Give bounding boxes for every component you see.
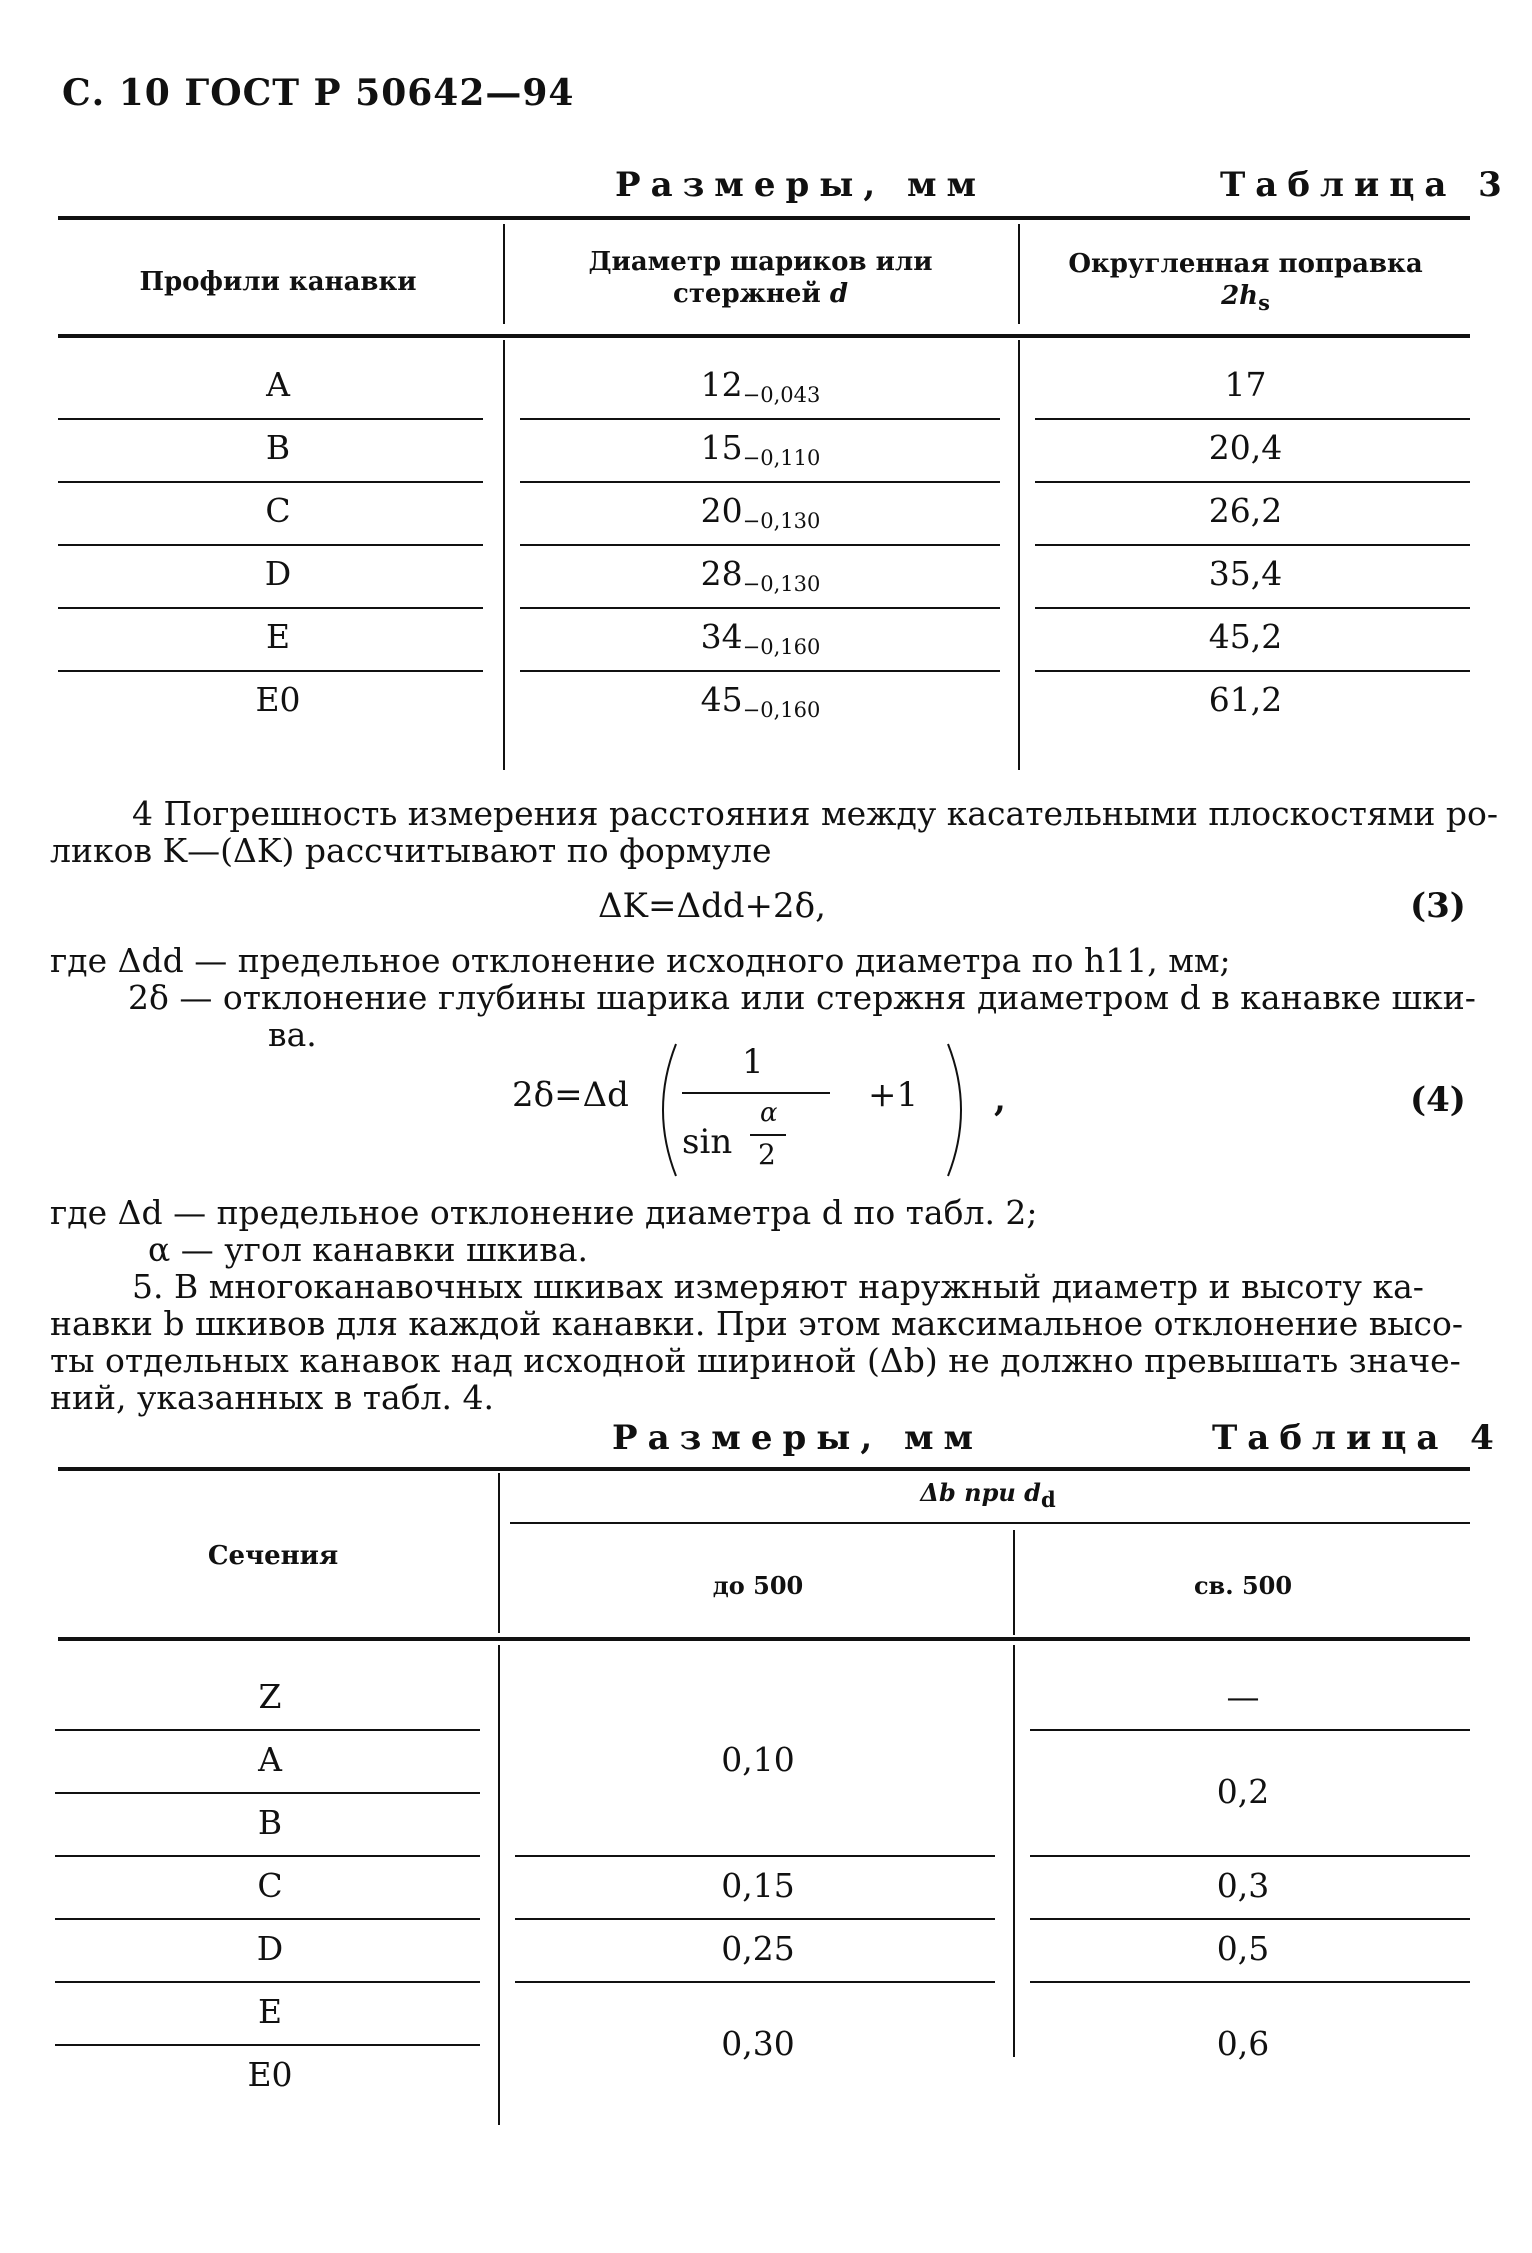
- table4-header-divider-2: [1013, 1530, 1015, 1635]
- table3-cell-profile: E0: [255, 680, 301, 719]
- table4-cell-section: Z: [258, 1677, 282, 1716]
- table3-row-rule: [520, 607, 1000, 609]
- table3-header-divider-2: [1018, 224, 1020, 324]
- table3-row-rule: [58, 418, 483, 420]
- table3-row-rule: [520, 544, 1000, 546]
- table3-body-divider-2: [1018, 340, 1020, 770]
- table3-cell-correction: 17: [1224, 365, 1267, 404]
- table4-cell-up-to-500: 0,10: [721, 1740, 795, 1779]
- table3-cell-diameter: [508, 680, 1013, 722]
- table3-header-diameter-line1: Диаметр шариков или: [588, 247, 933, 277]
- table4-cell-section: E: [257, 1992, 283, 2031]
- table4-cell-over-500: 0,2: [1216, 1771, 1270, 1811]
- table4-body-divider-2: [1013, 1645, 1015, 2057]
- table3-row-rule: [1035, 670, 1470, 672]
- table4-col3-rule: [1030, 1729, 1470, 1731]
- table3-caption-number: Таблица 3: [1220, 165, 1512, 205]
- table3-header-correction-line1: Округленная поправка: [1068, 249, 1423, 279]
- table4-col3-rule: [1030, 1918, 1470, 1920]
- formula-4-number: (4): [1410, 1080, 1466, 1120]
- table4-header-up-to-500: до 500: [712, 1571, 804, 1600]
- formula-4-right-paren: [940, 1040, 980, 1180]
- table3-row-rule: [1035, 544, 1470, 546]
- table3-cell-diameter-value: 20: [700, 491, 743, 530]
- section5-line3: ты отдельных канавок над исходной шириной (Δb) не должно превышать значе-: [50, 1341, 1461, 1380]
- table3-caption-sizes: Размеры, мм: [615, 165, 987, 205]
- table4-top-rule: [58, 1467, 1470, 1471]
- table3-body-divider-1: [503, 340, 505, 770]
- table3-cell-correction: 26,2: [1208, 491, 1283, 530]
- table3-cell-correction: 61,2: [1208, 680, 1283, 719]
- formula-4-left-paren: [644, 1040, 684, 1180]
- table3-cell-diameter-value: 34: [700, 617, 743, 656]
- page-header: С. 10 ГОСТ Р 50642—94: [62, 72, 575, 114]
- table4-group-rule: [510, 1522, 1470, 1524]
- table4-col2-rule: [515, 1918, 995, 1920]
- formula-4-sin: sin: [682, 1122, 733, 1162]
- formula-4-two: 2: [758, 1138, 776, 1171]
- table4-header-divider-1: [498, 1473, 500, 1633]
- table3-row-rule: [520, 670, 1000, 672]
- table4-cell-over-500: 0,5: [1216, 1929, 1270, 1968]
- table3-cell-diameter: [508, 554, 1013, 596]
- table4-caption-number: Таблица 4: [1212, 1418, 1504, 1458]
- table3-cell-diameter: [508, 491, 1013, 533]
- table4-col2-rule: [515, 1981, 995, 1983]
- table3-row-rule: [58, 544, 483, 546]
- table3-cell-diameter-value: 15: [700, 428, 743, 467]
- table4-row-rule: [55, 1918, 480, 1920]
- formula-4-numerator: 1: [742, 1042, 764, 1082]
- table4-row-rule: [55, 1792, 480, 1794]
- table3-cell-profile: C: [265, 491, 291, 530]
- table3-header-diameter: [508, 246, 1013, 310]
- table3-header-divider-1: [503, 224, 505, 324]
- table3-cell-diameter-tolerance: −0,043: [742, 383, 821, 407]
- section4-line2: ликов K—(ΔK) рассчитывают по формуле: [50, 831, 772, 870]
- table4-cell-up-to-500: 0,30: [721, 2023, 795, 2063]
- table3-cell-profile: E: [265, 617, 291, 656]
- table3-row-rule: [520, 481, 1000, 483]
- table3-top-rule: [58, 216, 1470, 220]
- table3-cell-diameter-tolerance: −0,160: [742, 635, 821, 659]
- table4-cell-over-500: —: [1226, 1677, 1260, 1716]
- where-delta-d: где Δd — предельное отклонение диаметра d по табл. 2;: [50, 1193, 1038, 1232]
- table3-row-rule: [1035, 607, 1470, 609]
- table3-cell-diameter: [508, 617, 1013, 659]
- formula-3: ΔK=Δdd+2δ,: [598, 886, 826, 926]
- formula-4-plus-one: +1: [868, 1075, 919, 1115]
- table3-cell-diameter-value: 45: [700, 680, 743, 719]
- formula-4-comma: ,: [994, 1080, 1006, 1120]
- formula-4-inner-bar: [750, 1134, 786, 1136]
- table4-cell-section: B: [257, 1803, 283, 1842]
- table3-cell-correction: 20,4: [1208, 428, 1283, 467]
- table4-body-divider-1: [498, 1645, 500, 2125]
- table4-cell-over-500: 0,3: [1216, 1866, 1270, 1905]
- table3-cell-correction: 45,2: [1208, 617, 1283, 656]
- formula-3-number: (3): [1410, 886, 1466, 926]
- table3-cell-profile: B: [265, 428, 291, 467]
- table4-col3-rule: [1030, 1855, 1470, 1857]
- section4-line1: 4 Погрешность измерения расстояния между касательными плоскостями ро-: [132, 794, 1498, 833]
- table3-row-rule: [58, 607, 483, 609]
- table4-col3-rule: [1030, 1981, 1470, 1983]
- table4-row-rule: [55, 1729, 480, 1731]
- where-2delta: 2δ — отклонение глубины шарика или стержня диаметром d в канавке шки-: [128, 978, 1476, 1017]
- section5-line1: 5. В многоканавочных шкивах измеряют наружный диаметр и высоту ка-: [132, 1267, 1424, 1306]
- formula-4-alpha: α: [760, 1098, 778, 1128]
- where-2delta-continuation: ва.: [268, 1015, 317, 1054]
- table4-row-rule: [55, 2044, 480, 2046]
- section5-line2: навки b шкивов для каждой канавки. При этом максимальное отклонение высо-: [50, 1304, 1464, 1343]
- table3-cell-diameter-value: 28: [700, 554, 743, 593]
- table4-cell-over-500: 0,6: [1216, 2023, 1270, 2063]
- table4-cell-section: D: [256, 1929, 284, 1968]
- table3-row-rule: [1035, 418, 1470, 420]
- table3-header-diameter-line2: стержней d: [672, 279, 849, 309]
- table3-row-rule: [58, 481, 483, 483]
- table4-header-group: Δb при dd: [920, 1478, 1056, 1512]
- table4-row-rule: [55, 1981, 480, 1983]
- table3-cell-diameter: [508, 365, 1013, 407]
- formula-4-fraction-bar: [682, 1092, 830, 1094]
- where-alpha: α — угол канавки шкива.: [148, 1230, 588, 1269]
- table3-row-rule: [58, 670, 483, 672]
- table3-cell-diameter-tolerance: −0,130: [742, 509, 821, 533]
- table4-cell-section: E0: [247, 2055, 293, 2094]
- table3-cell-correction: 35,4: [1208, 554, 1283, 593]
- table4-row-rule: [55, 1855, 480, 1857]
- table4-header-rule: [58, 1637, 1470, 1641]
- table4-header-sections: Сечения: [207, 1541, 339, 1571]
- table3-header-rule: [58, 334, 1470, 338]
- formula-4-left: 2δ=Δd: [512, 1075, 629, 1115]
- table4-cell-section: C: [257, 1866, 283, 1905]
- table3-row-rule: [1035, 481, 1470, 483]
- where-delta-dd: где Δdd — предельное отклонение исходного диаметра по h11, мм;: [50, 941, 1231, 980]
- table3-cell-profile: A: [266, 365, 290, 404]
- table3-cell-diameter-tolerance: −0,110: [742, 446, 821, 470]
- table3-cell-diameter: [508, 428, 1013, 470]
- table3-cell-diameter-tolerance: −0,160: [742, 698, 821, 722]
- table4-cell-up-to-500: 0,15: [721, 1866, 795, 1905]
- table4-header-over-500: св. 500: [1193, 1571, 1293, 1600]
- table4-cell-up-to-500: 0,25: [721, 1929, 795, 1968]
- table3-header-correction-symbol: $2h_s$: [1221, 281, 1270, 315]
- table4-cell-section: A: [258, 1740, 282, 1779]
- table3-cell-profile: D: [264, 554, 292, 593]
- table3-header-correction: [1023, 248, 1468, 319]
- table4-caption-sizes: Размеры, мм: [612, 1418, 984, 1458]
- table4-col2-rule: [515, 1855, 995, 1857]
- table3-cell-diameter-value: 12: [700, 365, 743, 404]
- table3-cell-diameter-tolerance: −0,130: [742, 572, 821, 596]
- section5-line4: ний, указанных в табл. 4.: [50, 1378, 495, 1417]
- table3-row-rule: [520, 418, 1000, 420]
- table3-header-profile: Профили канавки: [139, 267, 417, 297]
